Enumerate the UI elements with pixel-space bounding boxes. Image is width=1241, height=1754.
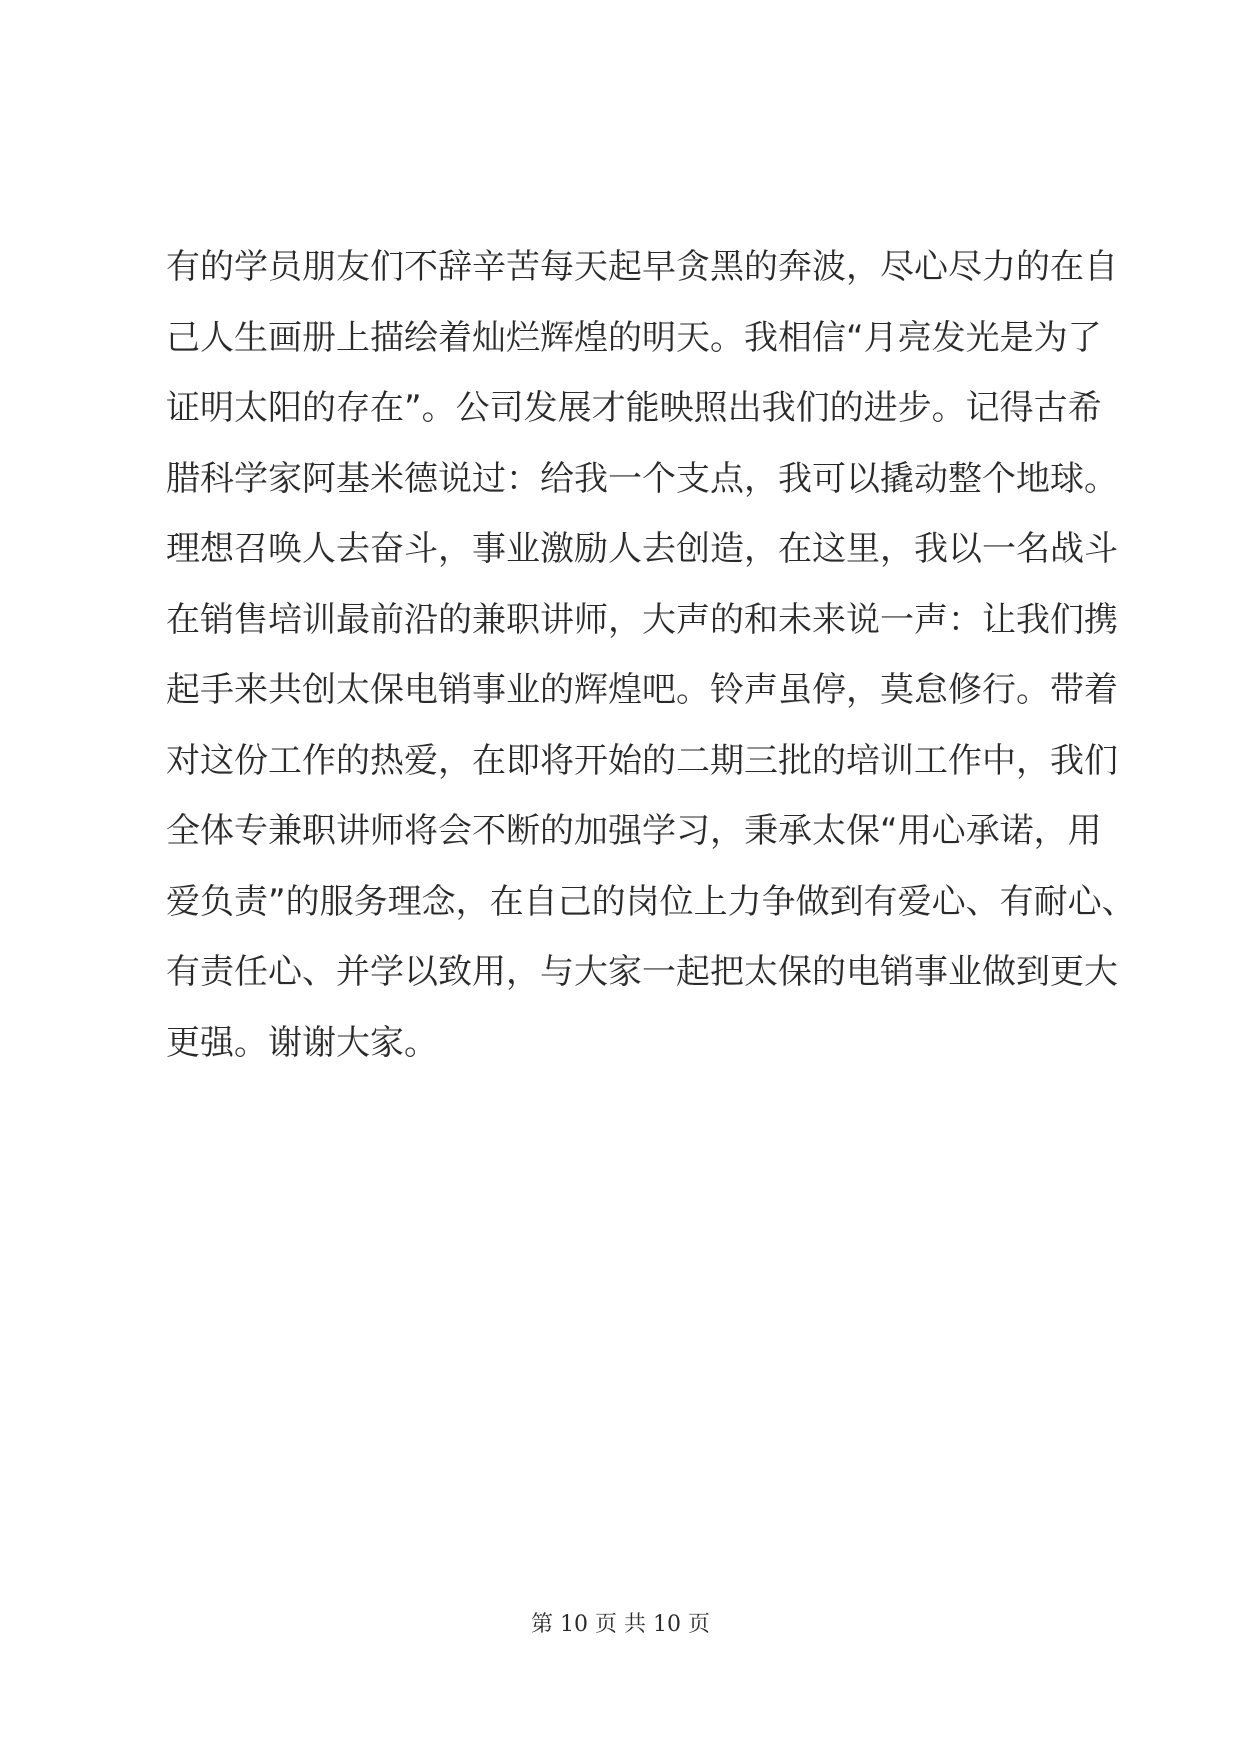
text-line-8: 对这份工作的热爱，在即将开始的二期三批的培训工作中，我们 <box>166 740 1118 781</box>
text-line-6: 在销售培训最前沿的兼职讲师，大声的和未来说一声：让我们携 <box>166 599 1118 640</box>
page-number-label: 第 10 页 共 10 页 <box>531 1612 710 1637</box>
text-line-1: 有的学员朋友们不辞辛苦每天起早贪黑的奔波，尽心尽力的在自 <box>166 247 1118 287</box>
text-line-9: 全体专兼职讲师将会不断的加强学习，秉承太保“用心承诺，用 <box>166 811 1102 851</box>
page-footer <box>0 1607 1241 1638</box>
text-line-4: 腊科学家阿基米德说过：给我一个支点，我可以撬动整个地球。 <box>166 458 1118 499</box>
text-line-3: 证明太阳的存在”。公司发展才能映照出我们的进步。记得古希 <box>166 388 1102 428</box>
text-line-2: 己人生画册上描绘着灿烂辉煌的明天。我相信“月亮发光是为了 <box>166 317 1102 358</box>
text-line-10: 爱负责”的服务理念，在自己的岗位上力争做到有爱心、有耐心、 <box>166 881 1136 922</box>
text-line-12: 更强。谢谢大家。 <box>166 1022 438 1063</box>
body-paragraph <box>166 232 1136 1078</box>
text-line-7: 起手来共创太保电销事业的辉煌吧。铃声虽停，莫怠修行。带着 <box>166 670 1118 710</box>
text-line-11: 有责任心、并学以致用，与大家一起把太保的电销事业做到更大 <box>166 952 1118 992</box>
text-line-5: 理想召唤人去奋斗，事业激励人去创造，在这里，我以一名战斗 <box>166 529 1118 569</box>
